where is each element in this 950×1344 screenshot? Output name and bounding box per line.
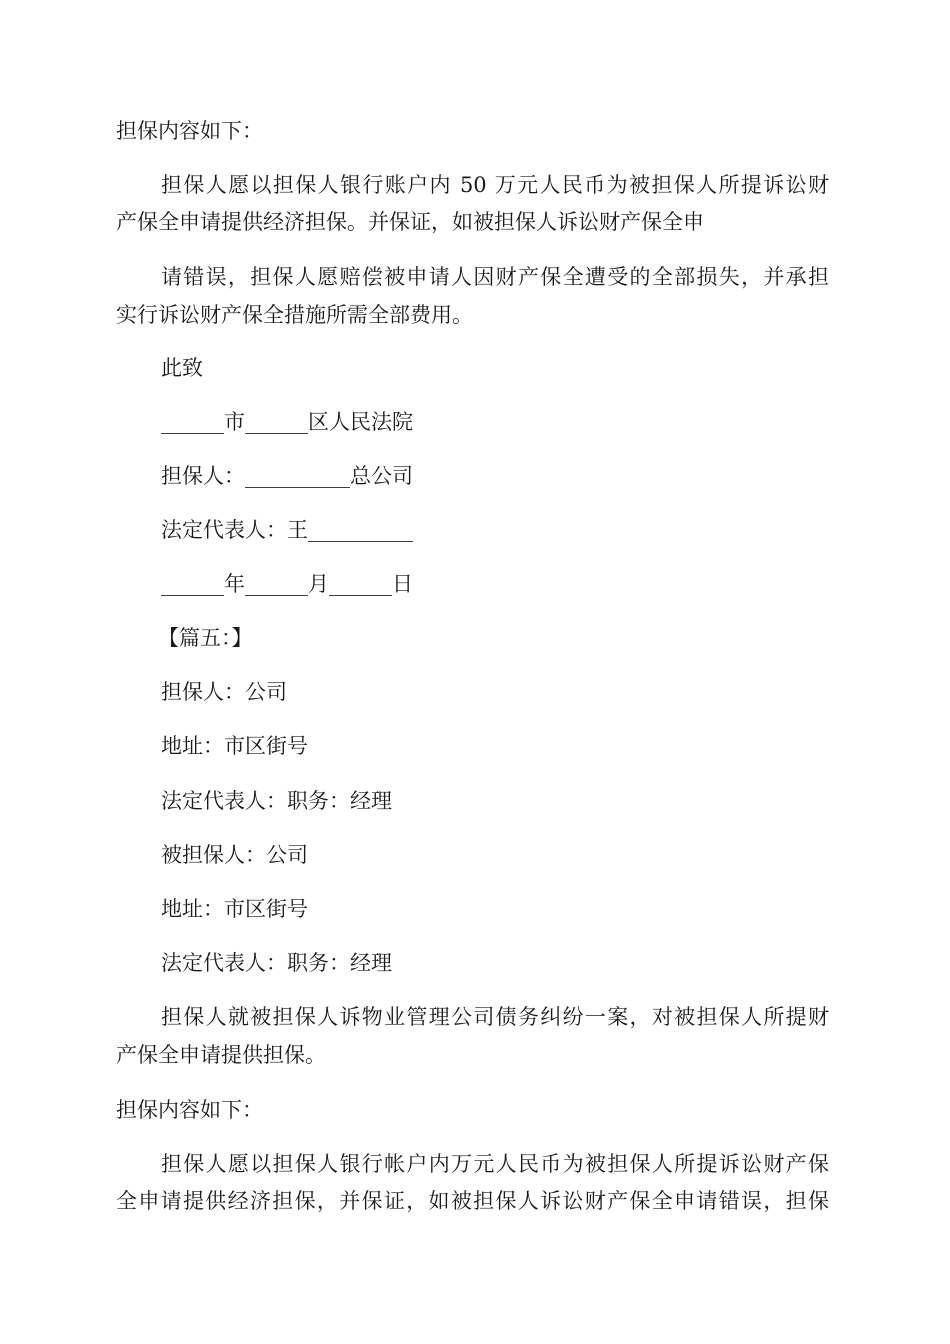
paragraph-2-line-1: 请错误，担保人愿赔偿被申请人因财产保全遭受的全部损失，并承担 (161, 265, 829, 289)
guarantor-address-field: 地址：市区街号 (161, 734, 308, 758)
guarantor-signature: 担保人：__________总公司 (161, 464, 413, 488)
guaranteed-rep-field: 法定代表人：职务：经理 (161, 951, 392, 975)
salutation: 此致 (161, 356, 203, 380)
legal-rep-signature: 法定代表人：王__________ (161, 518, 413, 542)
guarantor-field: 担保人：公司 (161, 680, 287, 704)
paragraph-2-line-2: 实行诉讼财产保全措施所需全部费用。 (116, 303, 473, 327)
guarantor-rep-field: 法定代表人：职务：经理 (161, 789, 392, 813)
date-line: ______年______月______日 (161, 572, 413, 596)
paragraph-1-line-2: 产保全申请提供经济担保。并保证，如被担保人诉讼财产保全申 (116, 210, 704, 234)
chapter-heading: 【篇五：】 (158, 626, 253, 650)
guaranteed-party-field: 被担保人：公司 (161, 843, 308, 867)
paragraph-3-line-2: 产保全申请提供担保。 (116, 1043, 326, 1067)
paragraph-1-line-1: 担保人愿以担保人银行账户内 50 万元人民币为被担保人所提诉讼财 (161, 173, 829, 197)
section-intro: 担保内容如下： (116, 119, 263, 143)
paragraph-4-line-1: 担保人愿以担保人银行帐户内万元人民币为被担保人所提诉讼财产保 (161, 1152, 829, 1176)
court-line: ______市______区人民法院 (161, 410, 413, 434)
guaranteed-address-field: 地址：市区街号 (161, 897, 308, 921)
paragraph-4-line-2: 全申请提供经济担保，并保证，如被担保人诉讼财产保全申请错误，担保 (116, 1189, 829, 1213)
paragraph-3-line-1: 担保人就被担保人诉物业管理公司债务纠纷一案，对被担保人所提财 (161, 1005, 829, 1029)
section-intro-2: 担保内容如下： (116, 1098, 263, 1122)
